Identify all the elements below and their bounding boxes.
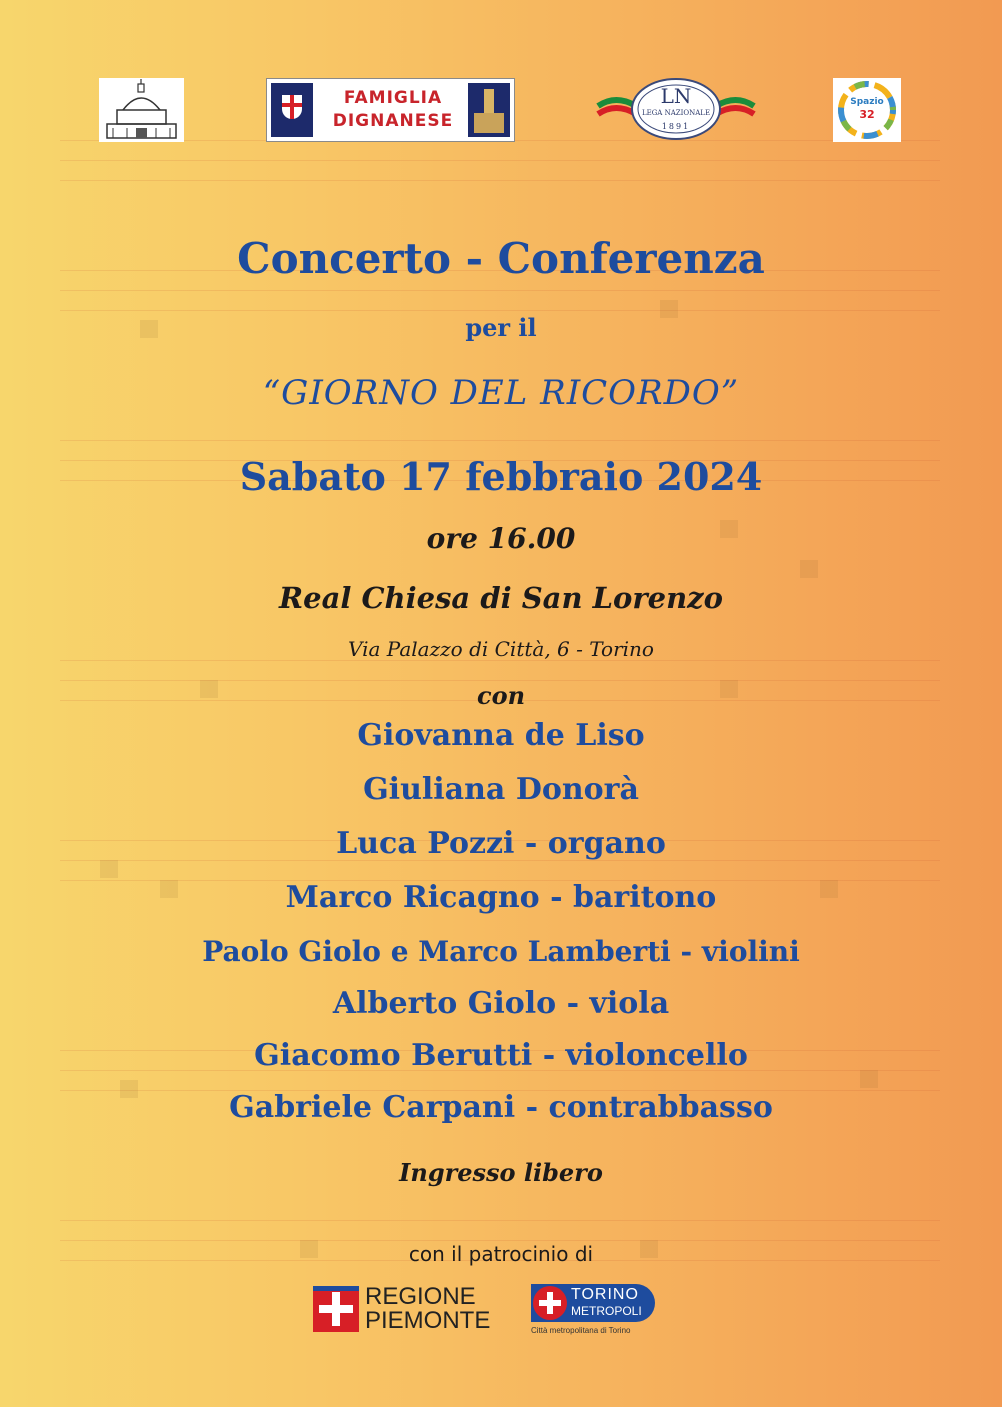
regione-piemonte-logo — [313, 1283, 491, 1334]
performer-item: Giacomo Berutti - violoncello — [254, 1038, 748, 1073]
church-icon — [99, 78, 184, 142]
famiglia-text-line1: FAMIGLIA — [343, 88, 443, 108]
address: Via Palazzo di Città, 6 - Torino — [348, 637, 654, 661]
venue: Real Chiesa di San Lorenzo — [279, 581, 723, 615]
torino-text-line2: METROPOLI — [571, 1304, 642, 1318]
torino-subtext: Città metropolitana di Torino — [531, 1326, 631, 1335]
subtitle: per il — [465, 313, 537, 342]
event-date: Sabato 17 febbraio 2024 — [239, 454, 763, 499]
torino-text-line1: TORINO — [571, 1286, 639, 1303]
torino-metropoli-logo — [531, 1284, 659, 1340]
bell-tower-icon — [468, 83, 510, 137]
entry-note: Ingresso libero — [399, 1158, 603, 1187]
event-name: “GIORNO DEL RICORDO” — [262, 373, 740, 413]
church-logo — [99, 78, 184, 142]
piemonte-flag-icon — [313, 1286, 359, 1332]
performer-item: Giovanna de Liso — [357, 718, 645, 753]
famiglia-text-line2: DIGNANESE — [332, 111, 454, 131]
lega-initials: LN — [660, 84, 692, 108]
lega-year: 1891 — [661, 122, 691, 131]
with-label: con — [476, 681, 526, 710]
regione-text-line2: PIEMONTE — [365, 1307, 491, 1334]
lega-nazionale-logo — [596, 76, 756, 142]
regione-text-line1: REGIONE — [365, 1283, 476, 1310]
event-time: ore 16.00 — [426, 522, 576, 555]
performer-item: Gabriele Carpani - contrabbasso — [229, 1090, 773, 1125]
patronage-label: con il patrocinio di — [408, 1242, 594, 1266]
performer-item: Alberto Giolo - viola — [332, 986, 670, 1021]
lega-name: LEGA NAZIONALE — [641, 109, 711, 117]
spazio-32-logo — [833, 78, 901, 142]
performer-item: Paolo Giolo e Marco Lamberti - violini — [202, 935, 800, 968]
performer-item: Marco Ricagno - baritono — [285, 880, 717, 915]
page-title: Concerto - Conferenza — [237, 234, 765, 283]
shield-icon — [271, 83, 313, 137]
performer-item: Giuliana Donorà — [363, 772, 639, 807]
famiglia-dignanese-logo — [266, 78, 515, 142]
performer-item: Luca Pozzi - organo — [336, 826, 666, 861]
spazio-number: 32 — [859, 108, 875, 121]
spazio-text: Spazio — [850, 97, 884, 107]
torino-flag-icon — [533, 1286, 567, 1320]
